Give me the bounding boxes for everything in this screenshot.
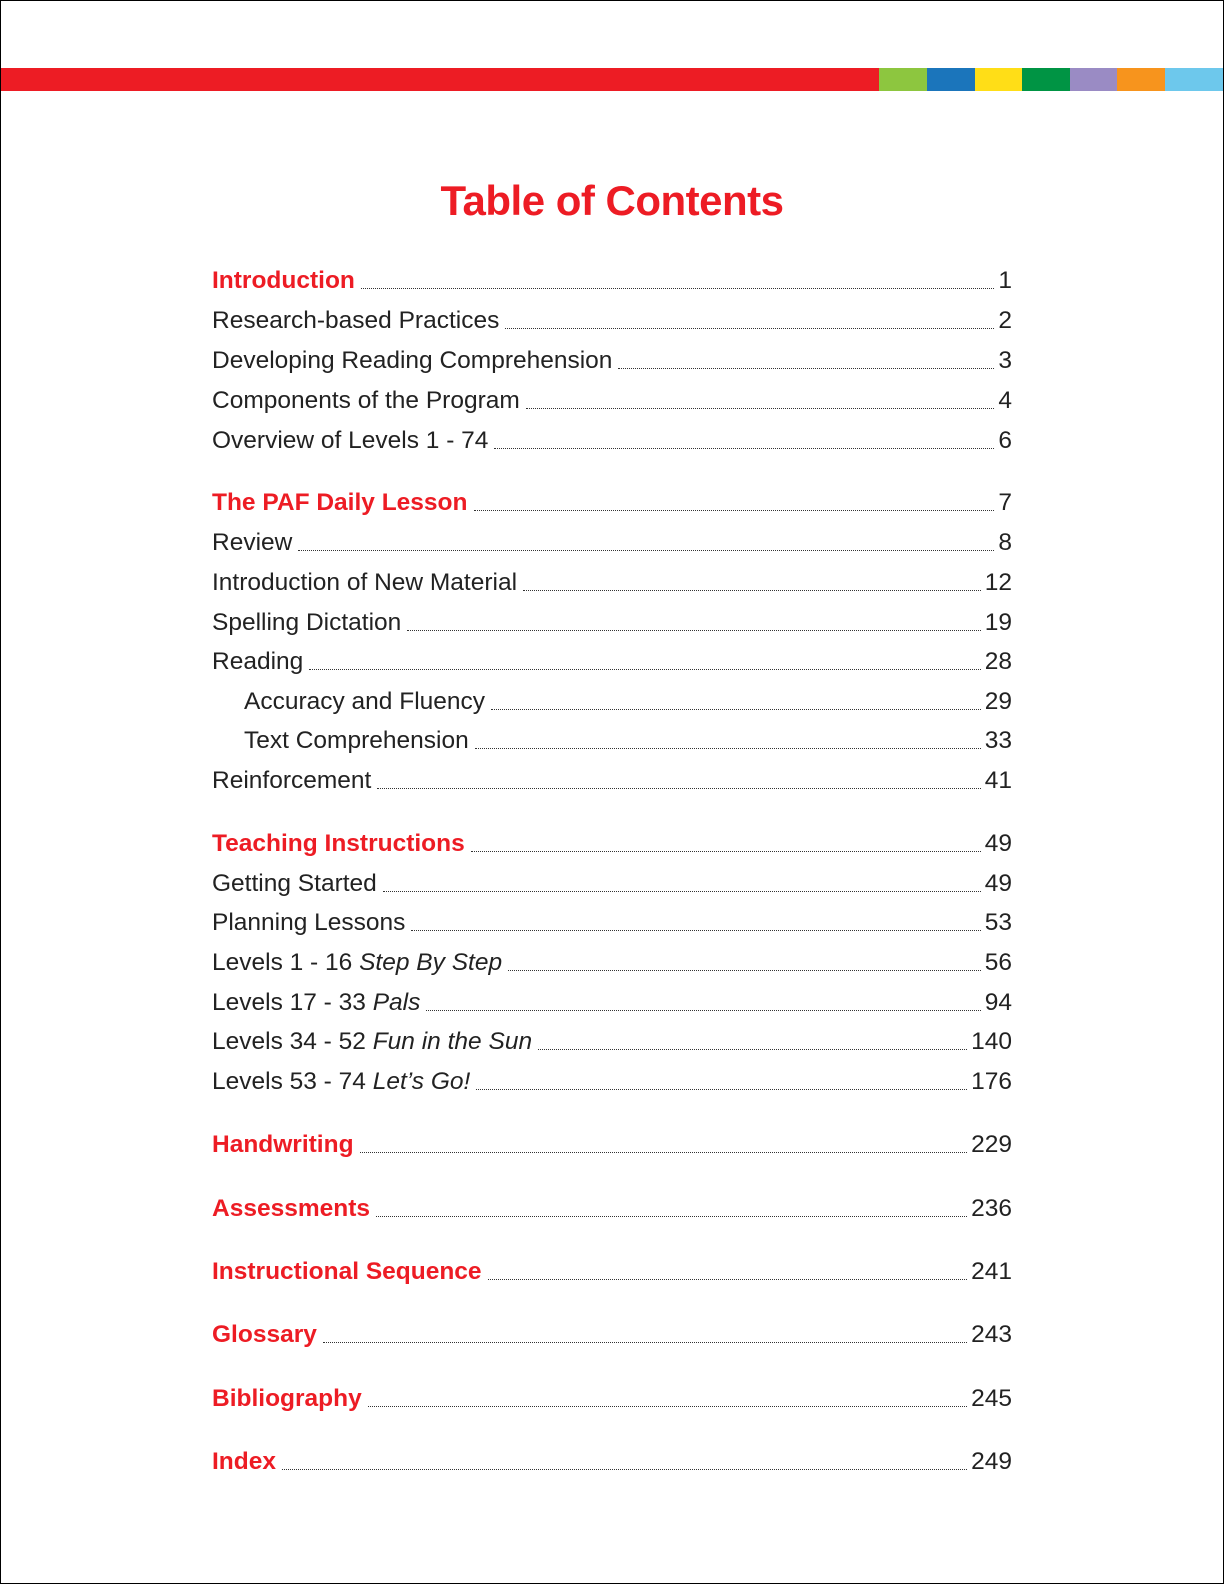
dot-leader <box>471 850 981 852</box>
toc-section-entry[interactable] <box>212 1191 1012 1223</box>
toc-entry-title: Assessments <box>212 1195 370 1222</box>
toc-section-entry[interactable] <box>212 1317 1012 1349</box>
toc-entry-label <box>212 387 520 415</box>
toc-entry-title: Instructional Sequence <box>212 1258 482 1285</box>
toc-entry-label <box>212 727 469 755</box>
toc-entry-title: Index <box>212 1448 276 1475</box>
toc-entry[interactable] <box>212 423 1012 455</box>
toc-entry-label <box>212 569 517 597</box>
toc-entry-label <box>212 1195 370 1223</box>
toc-entry-title: Overview of Levels 1 - 74 <box>212 427 489 454</box>
toc-entry[interactable] <box>212 525 1012 557</box>
toc-entry[interactable] <box>212 945 1012 977</box>
toc-entry-subtitle: Let’s Go! <box>372 1068 471 1095</box>
toc-page-number: 236 <box>971 1195 1012 1222</box>
band-segment <box>1022 68 1070 91</box>
dot-leader <box>476 1088 967 1090</box>
dot-leader <box>298 549 994 551</box>
toc-entry[interactable] <box>212 866 1012 898</box>
toc-section-entry[interactable] <box>212 1381 1012 1413</box>
toc-entry-label <box>212 347 612 375</box>
dot-leader <box>538 1048 967 1050</box>
band-segment <box>975 68 1022 91</box>
toc-entry-title: Developing Reading Comprehension <box>212 347 613 374</box>
toc-page-number: 33 <box>984 727 1012 754</box>
toc-page-number: 2 <box>998 307 1012 334</box>
toc-entry-title: Review <box>212 529 293 556</box>
dot-leader <box>377 787 980 789</box>
toc-entry-label <box>212 489 468 517</box>
toc-entry-label <box>212 1321 317 1349</box>
toc-entry[interactable] <box>212 723 1012 755</box>
header-color-band <box>1 68 1223 91</box>
toc-entry-label <box>212 267 355 295</box>
toc-entry[interactable] <box>212 343 1012 375</box>
toc-section-entry[interactable] <box>212 1444 1012 1476</box>
dot-leader <box>361 287 994 289</box>
toc-page-number: 41 <box>984 767 1012 794</box>
toc-section-entry[interactable] <box>212 263 1012 295</box>
toc-page-number: 19 <box>984 609 1012 636</box>
toc-entry[interactable] <box>212 684 1012 716</box>
toc-page-number: 49 <box>984 830 1012 857</box>
toc-entry-title: Teaching Instructions <box>212 830 465 857</box>
toc-entry[interactable] <box>212 1064 1012 1096</box>
toc-entry[interactable] <box>212 383 1012 415</box>
toc-entry-title: Accuracy and Fluency <box>244 688 486 715</box>
toc-page-number: 8 <box>998 529 1012 556</box>
dot-leader <box>368 1405 967 1407</box>
toc-entry-label <box>212 648 303 676</box>
toc-page-number: 28 <box>984 648 1012 675</box>
toc-entry-subtitle: Step By Step <box>359 949 503 976</box>
toc-entry-title: Levels 34 - 52 <box>212 1028 373 1055</box>
dot-leader <box>383 890 981 892</box>
toc-entry-subtitle: Pals <box>372 989 421 1016</box>
dot-leader <box>508 969 981 971</box>
toc-entry-label <box>212 1258 482 1286</box>
toc-entry[interactable] <box>212 985 1012 1017</box>
toc-page-number: 1 <box>998 267 1012 294</box>
band-segment <box>1 68 879 91</box>
band-segment <box>1165 68 1223 91</box>
toc-entry-label <box>212 767 371 795</box>
toc-entry-label <box>212 529 292 557</box>
toc-page-number: 245 <box>971 1385 1012 1412</box>
toc-entry-label <box>212 1385 362 1413</box>
dot-leader <box>323 1341 967 1343</box>
toc-entry-title: Reinforcement <box>212 767 372 794</box>
toc-entry-title: Research-based Practices <box>212 307 500 334</box>
toc-entry-title: Introduction of New Material <box>212 569 518 596</box>
toc-page-number: 49 <box>984 870 1012 897</box>
dot-leader <box>426 1009 980 1011</box>
toc-entry-label <box>212 949 502 977</box>
dot-leader <box>505 327 994 329</box>
dot-leader <box>407 629 980 631</box>
band-segment <box>1070 68 1117 91</box>
toc-entry-label <box>212 1131 354 1159</box>
dot-leader <box>618 367 994 369</box>
dot-leader <box>282 1468 967 1470</box>
dot-leader <box>411 929 980 931</box>
toc-page-number: 56 <box>984 949 1012 976</box>
band-segment <box>927 68 975 91</box>
toc-entry-title: Levels 17 - 33 <box>212 989 373 1016</box>
toc-entry-title: Components of the Program <box>212 387 520 414</box>
toc-entry-title: Bibliography <box>212 1385 362 1412</box>
dot-leader <box>309 668 980 670</box>
toc-page-number: 241 <box>971 1258 1012 1285</box>
toc-page-number: 4 <box>998 387 1012 414</box>
toc-entry-label <box>212 688 485 716</box>
toc-page-number: 3 <box>998 347 1012 374</box>
toc-page-number: 53 <box>984 909 1012 936</box>
toc-entry-title: Handwriting <box>212 1131 354 1158</box>
toc-section-entry[interactable] <box>212 485 1012 517</box>
toc-section-entry[interactable] <box>212 1254 1012 1286</box>
toc-entry-title: Reading <box>212 648 304 675</box>
toc-entry-title: Text Comprehension <box>244 727 469 754</box>
dot-leader <box>526 407 995 409</box>
toc-page-number: 249 <box>971 1448 1012 1475</box>
dot-leader <box>360 1151 968 1153</box>
toc-entry-label <box>212 870 377 898</box>
toc-entry-title: The PAF Daily Lesson <box>212 489 468 516</box>
toc-entry[interactable] <box>212 905 1012 937</box>
toc-entry[interactable] <box>212 605 1012 637</box>
toc-entry-subtitle: Fun in the Sun <box>372 1028 533 1055</box>
toc-page-number: 94 <box>984 989 1012 1016</box>
band-segment <box>1117 68 1165 91</box>
toc-entry-title: Levels 53 - 74 <box>212 1068 373 1095</box>
dot-leader <box>376 1215 967 1217</box>
toc-page-number: 243 <box>971 1321 1012 1348</box>
toc-section-entry[interactable] <box>212 1127 1012 1159</box>
toc-entry[interactable] <box>212 763 1012 795</box>
toc-entry-label <box>212 1028 532 1056</box>
toc-entry[interactable] <box>212 565 1012 597</box>
dot-leader <box>475 747 981 749</box>
toc-entry-label <box>212 307 499 335</box>
dot-leader <box>494 447 994 449</box>
dot-leader <box>491 708 981 710</box>
dot-leader <box>523 589 981 591</box>
toc-entry-title: Introduction <box>212 267 355 294</box>
toc-entry-title: Getting Started <box>212 870 377 897</box>
toc-entry-label <box>212 1448 276 1476</box>
toc-entry-title: Spelling Dictation <box>212 609 402 636</box>
band-segment <box>879 68 927 91</box>
page-title: Table of Contents <box>440 177 784 224</box>
dot-leader <box>488 1278 968 1280</box>
toc-entry[interactable] <box>212 1024 1012 1056</box>
toc-entry-label <box>212 909 405 937</box>
toc-entry-label <box>212 1068 470 1096</box>
toc-entry-label <box>212 830 465 858</box>
toc-entry-title: Levels 1 - 16 <box>212 949 360 976</box>
toc-entry-label <box>212 609 401 637</box>
toc-entry-label <box>212 989 420 1017</box>
toc-entry-title: Glossary <box>212 1321 317 1348</box>
toc-entry-label <box>212 427 488 455</box>
toc-section-entry[interactable] <box>212 826 1012 858</box>
toc-entry[interactable] <box>212 644 1012 676</box>
toc-page-number: 29 <box>984 688 1012 715</box>
toc-page-number: 7 <box>998 489 1012 516</box>
toc-entry[interactable] <box>212 303 1012 335</box>
dot-leader <box>474 509 995 511</box>
toc-page-number: 6 <box>998 427 1012 454</box>
toc-page-number: 12 <box>984 569 1012 596</box>
toc-entry-title: Planning Lessons <box>212 909 406 936</box>
toc-page-number: 140 <box>971 1028 1012 1055</box>
toc-page-number: 176 <box>971 1068 1012 1095</box>
toc-page-number: 229 <box>971 1131 1012 1158</box>
